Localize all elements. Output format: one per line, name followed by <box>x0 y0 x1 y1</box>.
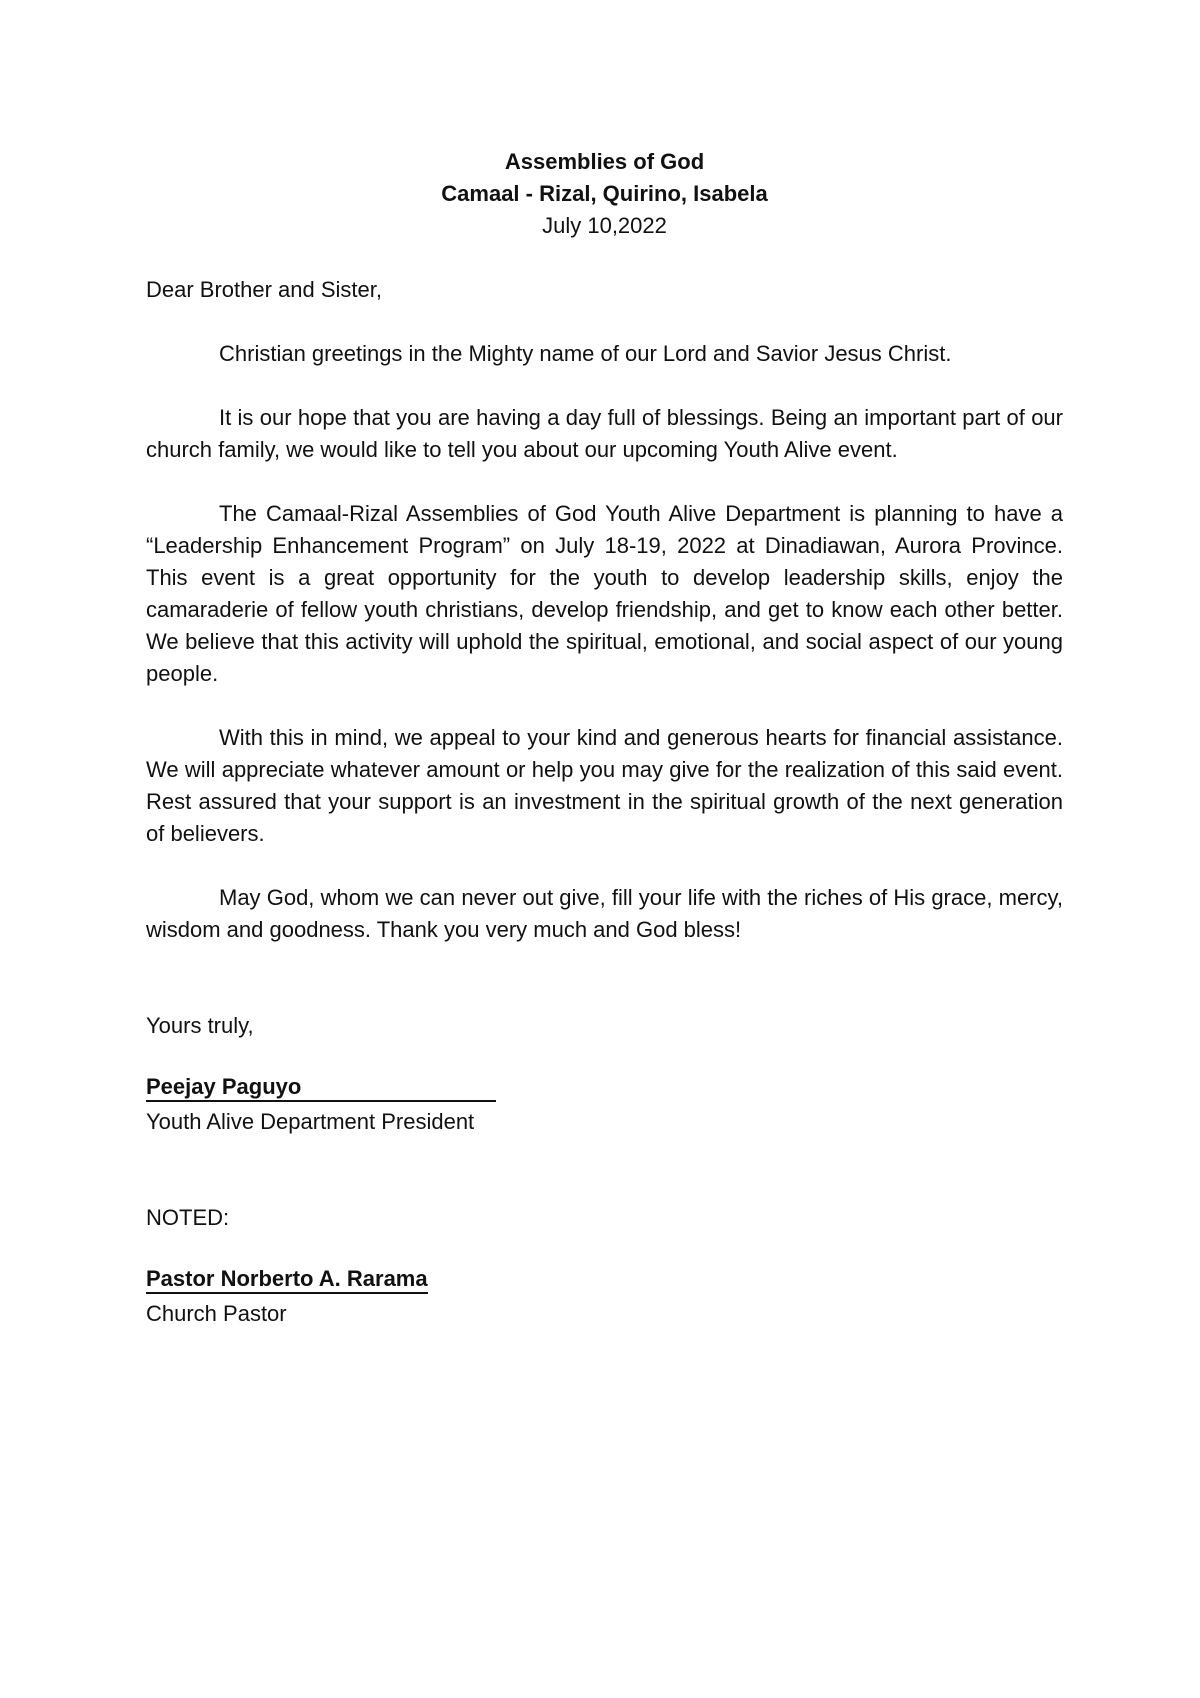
paragraph-blessing: May God, whom we can never out give, fill your life with the riches of His grace, mercy, wisdom and goodness. Thank you very much and God bless! <box>146 885 1063 942</box>
organization-address: Camaal - Rizal, Quirino, Isabela <box>441 181 768 206</box>
noted-by-title: Church Pastor <box>146 1301 287 1326</box>
letter-date: July 10,2022 <box>542 213 667 238</box>
paragraph-event: The Camaal-Rizal Assemblies of God Youth Alive Department is planning to have a “Leadership Enhancement Program” on July 18-19, 2022 at Dinadiawan, Aurora Province. This event is a great opportunity for the youth to develop leadership skills, enjoy the camaraderie of fellow youth christians, develop friendship, and get to know each other better. We believe that this activity will uphold the spiritual, emotional, and social aspect of our young people. <box>146 501 1063 686</box>
closing: Yours truly, <box>146 1013 254 1038</box>
paragraph-greeting: Christian greetings in the Mighty name of our Lord and Savior Jesus Christ. <box>219 341 952 366</box>
noted-by-name: Pastor Norberto A. Rarama <box>146 1266 428 1294</box>
signatory-title: Youth Alive Department President <box>146 1109 475 1134</box>
organization-name: Assemblies of God <box>504 149 705 174</box>
salutation: Dear Brother and Sister, <box>146 277 383 302</box>
letter-header <box>146 146 1063 242</box>
paragraph-appeal: With this in mind, we appeal to your kind and generous hearts for financial assistance. We will appreciate whatever amount or help you may give for the realization of this said event. Rest assured that your support is an investment in the spiritual growth of the next generation of believers. <box>146 725 1063 846</box>
signatory-name: Peejay Paguyo <box>146 1074 496 1102</box>
noted-label: NOTED: <box>146 1205 230 1230</box>
letter-body <box>146 146 1063 1330</box>
paragraph-intro: It is our hope that you are having a day full of blessings. Being an important part of our church family, we would like to tell you about our upcoming Youth Alive event. <box>146 405 1063 462</box>
